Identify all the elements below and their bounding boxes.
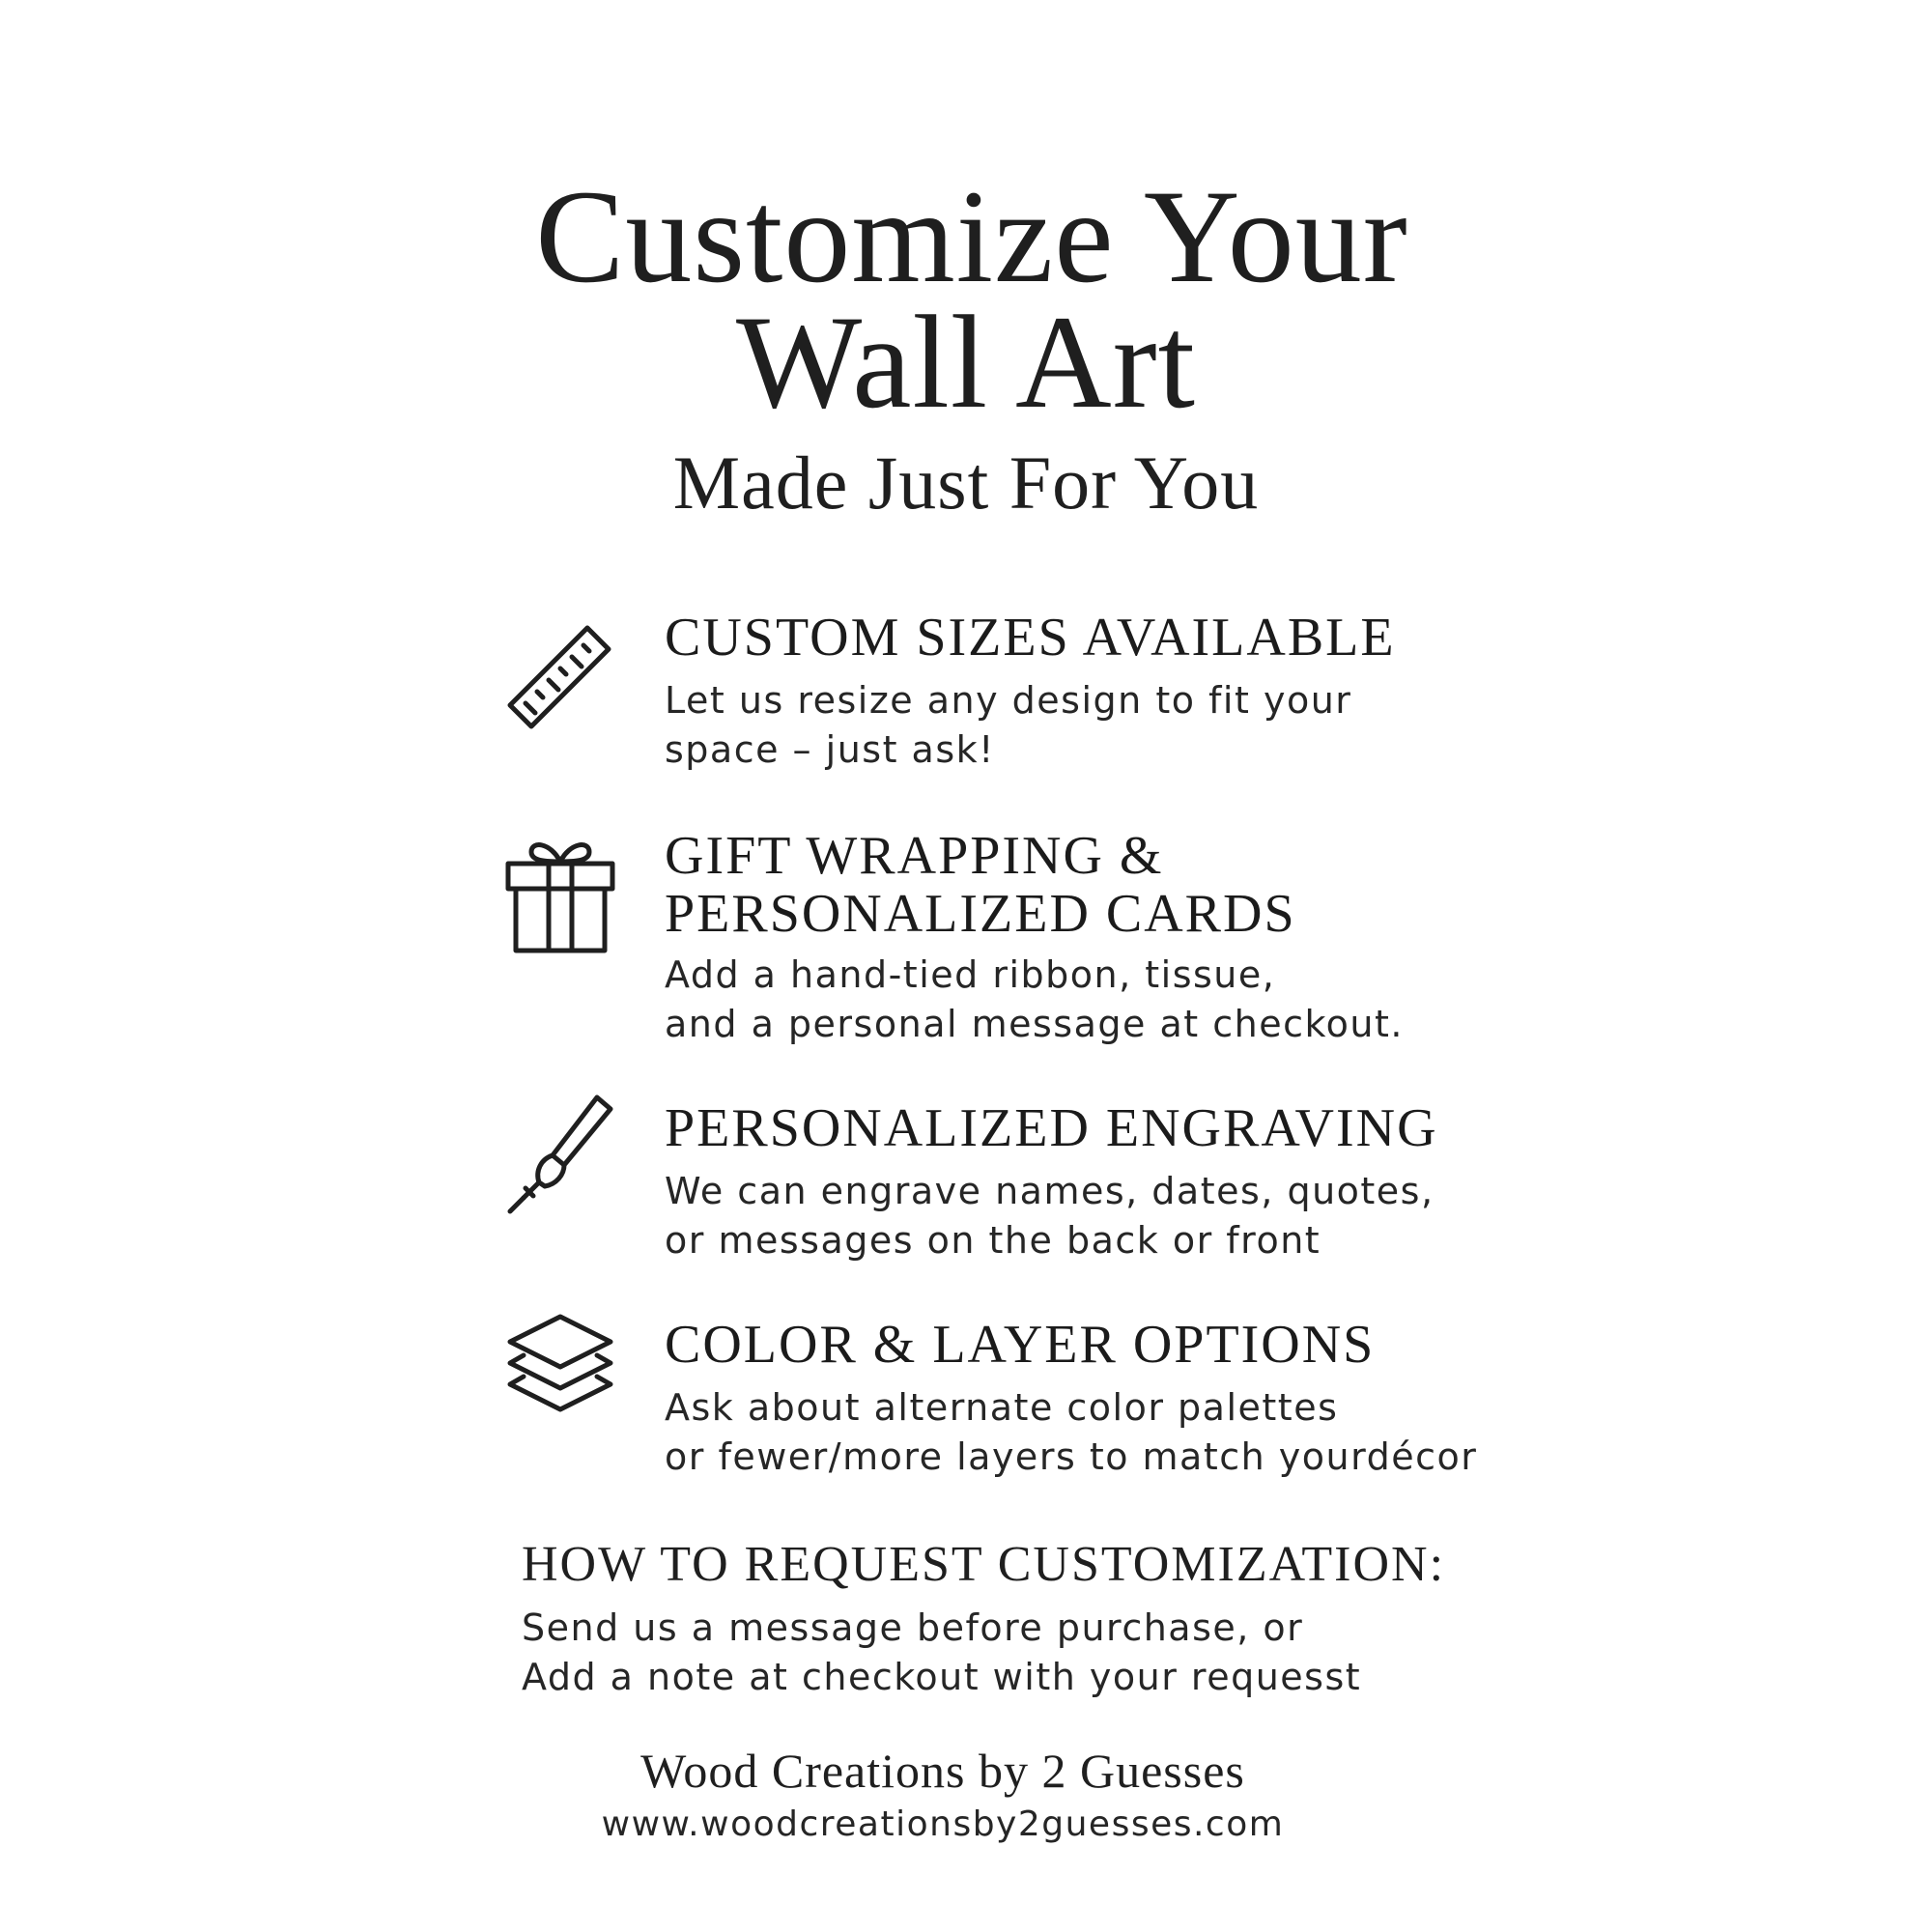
feature-body-color-layer-line-2: or fewer/more layers to match yourdécor <box>665 1435 1478 1478</box>
layers-icon <box>502 1309 618 1435</box>
ruler-icon <box>502 611 618 736</box>
feature-body-gift-wrapping-line-2: and a personal message at checkout. <box>665 1003 1404 1045</box>
page-title-line-1: Customize Your <box>535 162 1408 310</box>
feature-body-engraving-line-2: or messages on the back or front <box>665 1219 1321 1262</box>
feature-body-custom-sizes-line-2: space – just ask! <box>665 728 995 771</box>
feature-body-gift-wrapping-line-1: Add a hand-tied ribbon, tissue, <box>665 953 1276 996</box>
page-title-line-2: Wall Art <box>736 288 1196 436</box>
feature-heading-custom-sizes: CUSTOM SIZES AVAILABLE <box>665 608 1396 668</box>
website-url[interactable]: www.woodcreationsby2guesses.com <box>601 1804 1285 1844</box>
feature-heading-color-layer: COLOR & LAYER OPTIONS <box>665 1315 1376 1375</box>
how-to-line-1: Send us a message before purchase, or <box>522 1606 1304 1649</box>
gift-icon <box>502 833 618 958</box>
feature-body-custom-sizes-line-1: Let us resize any design to fit your <box>665 679 1352 722</box>
brand-name: Wood Creations by 2 Guesses <box>640 1744 1245 1798</box>
page-subtitle: Made Just For You <box>672 440 1260 525</box>
feature-heading-engraving: PERSONALIZED ENGRAVING <box>665 1098 1438 1158</box>
feature-heading-gift-wrapping-line-1: GIFT WRAPPING & <box>665 826 1164 886</box>
feature-body-engraving-line-1: We can engrave names, dates, quotes, <box>665 1170 1435 1212</box>
how-to-heading: HOW TO REQUEST CUSTOMIZATION: <box>522 1537 1446 1592</box>
feature-heading-gift-wrapping-line-2: PERSONALIZED CARDS <box>665 884 1296 944</box>
feature-body-color-layer-line-1: Ask about alternate color palettes <box>665 1386 1339 1429</box>
how-to-line-2: Add a note at checkout with your requesst <box>522 1656 1362 1698</box>
engraving-pen-icon <box>502 1092 618 1217</box>
